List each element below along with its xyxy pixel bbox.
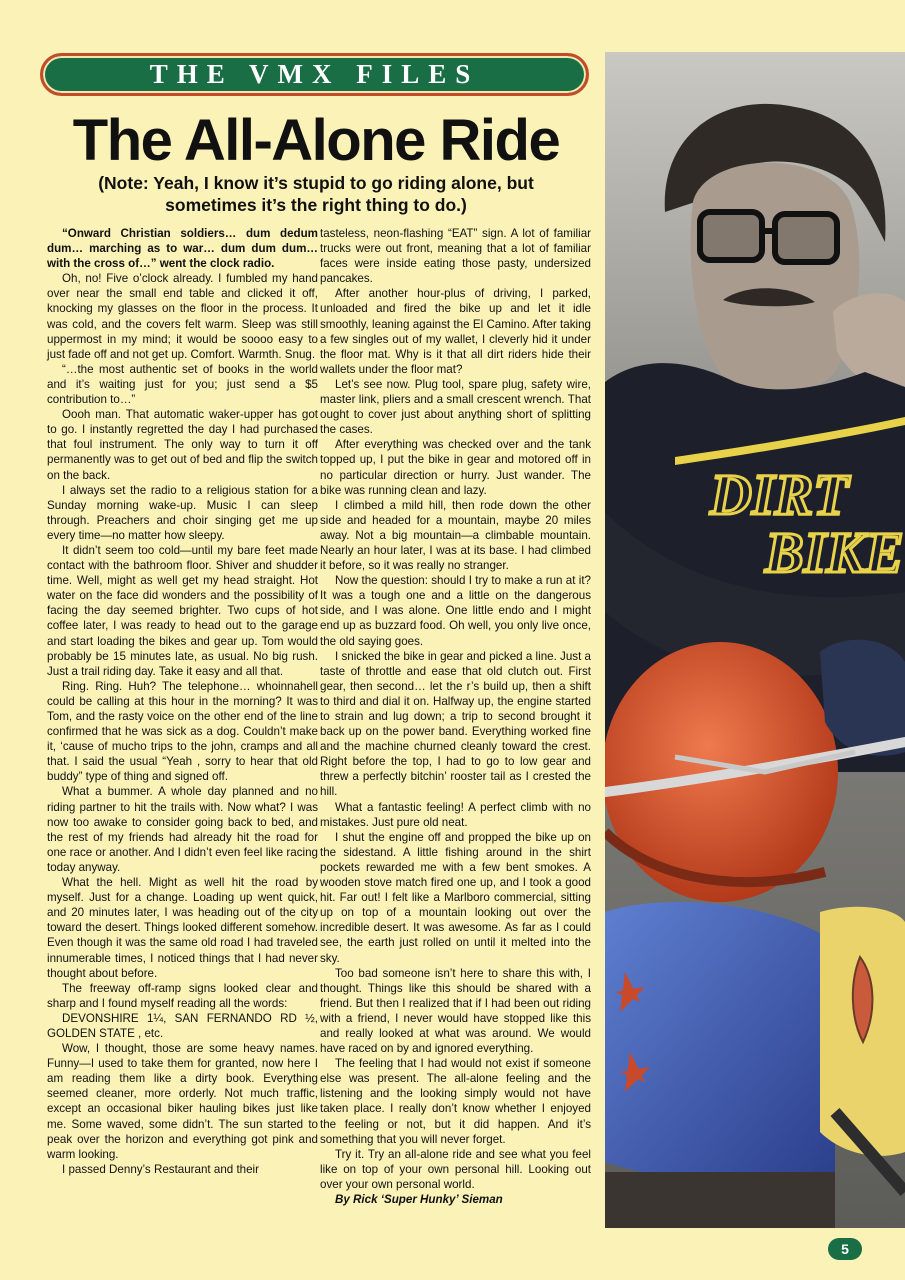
article-paragraph: I snicked the bike in gear and picked a line. Just a taste of throttle and ease that old clutch out. First gear, then second… let the r’s build up, then a shift to third and dial it on. Halfway up, the engine started to strain and lug down; a trip to second brought it back up on the power band. Everything worked fine and the machine churned cleanly toward the crest. Right before the top, I had to go to low gear and threw a perfectly bitchin’ rooster tail as I crested the hill.	[320, 649, 591, 799]
article-paragraph: “Onward Christian soldiers… dum dedum dum… marching as to war… dum dum dum… with the cross of…” went the clock radio.	[47, 227, 318, 271]
article-subtitle-line-1: (Note: Yeah, I know it’s stupid to go riding alone, but	[98, 173, 534, 193]
article-paragraph: I passed Denny’s Restaurant and their	[62, 1162, 259, 1176]
article-paragraph: tasteless, neon-flashing “EAT” sign. A lot of familiar trucks were out front, meaning that a lot of familiar faces were inside eating those pasty, undersized pancakes.	[320, 227, 591, 286]
article-subtitle-line-2: sometimes it’s the right thing to do.)	[165, 195, 467, 215]
shirt-logo-line-1: DIRT	[710, 462, 849, 527]
article-left-column	[47, 226, 318, 1177]
section-banner-label: THE VMX FILES	[149, 59, 480, 89]
article-paragraph: Oh, no! Five o’clock already. I fumbled my hand over near the small end table and clicked it off, knocking my glasses on the floor in the process. It was cold, and the covers felt warm. Sleep was still uppermost in my mind; it would be soooo easy to just fade off and not get up. Comfort. Warmth. Snug.	[47, 272, 318, 361]
article-subtitle	[40, 172, 592, 216]
article-paragraph: DEVONSHIRE 1¼, SAN FERNANDO RD ½, GOLDEN STATE , etc.	[47, 1011, 318, 1040]
article-paragraph: Wow, I thought, those are some heavy names. Funny—I used to take them for granted, now here I am reading them like a dirty book. Everything seemed cleaner, more orderly. Not much traffic, except an occasional biker hauling bikes just like me. Some waved, some didn’t. The sun started to peak over the horizon and everything got pink and warm looking.	[47, 1042, 318, 1161]
article-paragraph: Too bad someone isn’t here to share this with, I thought. Things like this should be shared with a friend. But then I realized that if I had been out riding with a friend, I never would have stopped like this and really looked at what was around. We would have raced on by and ignored everything.	[320, 966, 591, 1056]
article-paragraph: After another hour-plus of driving, I parked, unloaded and fired the bike up and let it idle smoothly, leaning against the El Camino. After taking a few singles out of my wallet, I cleverly hid it under the floor mat. Why is it that all dirt riders hide their wallets under the floor mat?	[320, 287, 591, 376]
article-paragraph: Now the question: should I try to make a run at it? It was a tough one and a little on the dangerous side, and I was alone. One little endo and I might end up as buzzard food. Oh well, you only live once, the old saying goes.	[320, 574, 591, 648]
face	[691, 163, 860, 397]
article-paragraph: What the hell. Might as well hit the road by myself. Just for a change. Loading up went quick, and 20 minutes later, I was heading out of the city toward the desert. Things looked different somehow. Even though it was the same old road I had traveled innumerable times, I noticed things that I had never thought about before.	[47, 876, 318, 980]
article-paragraph: After everything was checked over and the tank topped up, I put the bike in gear and motored off in no particular direction or hurry. Just wander. The bike was running clean and lazy.	[320, 438, 591, 497]
article-paragraph: The feeling that I had would not exist if someone else was present. The all-alone feeling and the listening and the looking simply would not have taken place. I really don’t know whether I enjoyed the feeling or not, but it did happen. And it’s something that you will never forget.	[320, 1057, 591, 1146]
article-byline: By Rick ‘Super Hunky’ Sieman	[335, 1193, 503, 1206]
article-paragraph: The freeway off-ramp signs looked clear and sharp and I found myself reading all the words:	[47, 981, 318, 1010]
article-paragraph: Try it. Try an all-alone ride and see what you feel like on top of your own personal hill. Looking out over your own personal world.	[320, 1147, 591, 1191]
shirt-logo-line-2: BIKE	[765, 520, 904, 585]
article-paragraph: It didn’t seem too cold—until my bare feet made contact with the bathroom floor. Shiver and shudder time. Well, might as well get my head straight. Hot water on the face did wonders and the possibility of facing the day seemed brighter. Two cups of hot coffee later, I was ready to head out to the garage and start loading the bikes and gear up. Tom would probably be 15 minutes late, as usual. No big rush. Just a trail riding day. Take it easy and all that.	[47, 543, 318, 678]
article-paragraph: Let’s see now. Plug tool, spare plug, safety wire, master link, pliers and a small crescent wrench. That ought to cover just about anything short of splitting the cases.	[320, 377, 591, 437]
rider-photo	[605, 52, 905, 1228]
glasses-left-lens	[700, 212, 762, 260]
jeans	[605, 902, 835, 1183]
page-number: 5	[828, 1238, 862, 1260]
article-paragraph: “…the most authentic set of books in the world and it’s waiting just for you; just send a $5 contribution to…”	[47, 362, 318, 407]
glasses-bridge	[760, 228, 777, 234]
article-right-column	[320, 226, 591, 1207]
article-paragraph: Oooh man. That automatic waker-upper has got to go. I instantly regretted the day I had purchased that foul instrument. The only way to turn it off permanently was to get out of bed and flip the switch on the back.	[47, 408, 318, 482]
article-paragraph: What a bummer. A whole day planned and no riding partner to hit the trails with. Now what? I was now too awake to consider going back to bed, and the rest of my friends had already hit the road for one race or another. And I didn’t even feel like racing today anyway.	[47, 785, 318, 874]
section-banner	[40, 53, 589, 96]
glasses-right-lens	[775, 214, 837, 262]
article-title: The All-Alone Ride	[72, 108, 560, 173]
article-paragraph: I climbed a mild hill, then rode down the other side and headed for a mountain, maybe 20 miles away. Not a big mountain—a climbable mountain. Nearly an hour later, I was at its base. I had climbed it before, so it was really no stranger.	[320, 498, 591, 573]
belt	[605, 1172, 835, 1228]
article-paragraph: I always set the radio to a religious station for a Sunday morning wake-up. Music I can sleep through. Preachers and choir singing get me up every time—no matter how sleepy.	[47, 483, 318, 542]
article-paragraph: I shut the engine off and propped the bike up on the sidestand. A little fishing around in the shirt pockets rewarded me with a few bent smokes. A wooden stove match fired one up, and I took a good hit. Far out! I felt like a Marlboro commercial, sitting up on top of a mountain looking out over the incredible desert. It was awesome. As far as I could see, the earth just rolled on until it melted into the sky.	[320, 830, 591, 965]
article-paragraph: What a fantastic feeling! A perfect climb with no mistakes. Just pure old neat.	[320, 800, 591, 829]
article-paragraph: Ring. Ring. Huh? The telephone… whoinnahell could be calling at this hour in the morning? It was Tom, and the rasty voice on the other end of the line confirmed that he was sick as a dog. Couldn’t make it, ‘cause of mucho trips to the john, cramps and all that. I said the usual “Yeah , sorry to hear that old buddy” type of thing and signed off.	[47, 679, 318, 784]
